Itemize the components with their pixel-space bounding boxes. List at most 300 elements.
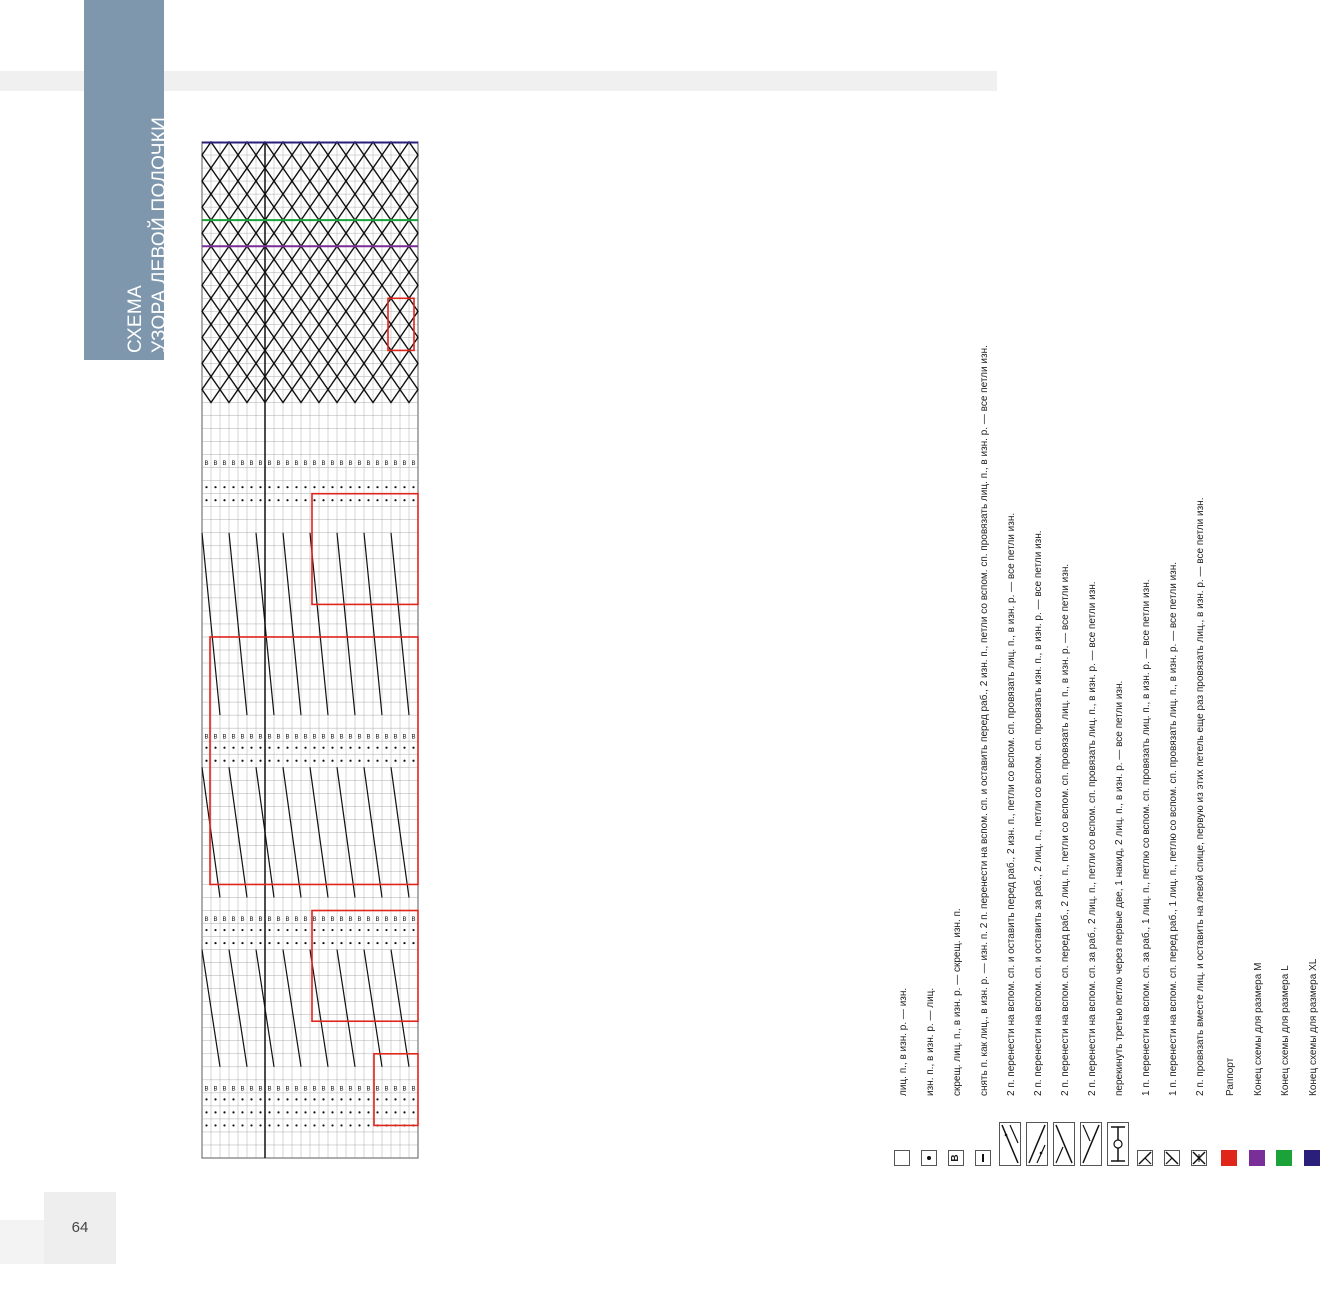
crossed-stitch-mark: В [294, 916, 299, 923]
crossed-stitch-mark: В [384, 734, 389, 741]
purl-dot [304, 942, 306, 944]
purl-dot [214, 1098, 216, 1100]
purl-dot [349, 486, 351, 488]
crossed-stitch-mark: В [213, 1086, 218, 1093]
purl-dot [286, 942, 288, 944]
purl-dot [313, 942, 315, 944]
purl-dot [385, 1098, 387, 1100]
purl-dot [412, 1111, 414, 1113]
legend-row-knit-together [1185, 498, 1215, 1170]
crossed-stitch-mark: В [285, 916, 290, 923]
purl-dot [295, 1111, 297, 1113]
purl-dot [358, 499, 360, 501]
purl-dot [241, 499, 243, 501]
purl-dot [304, 929, 306, 931]
purl-dot [349, 1111, 351, 1113]
purl-dot [376, 747, 378, 749]
purl-dot [403, 1098, 405, 1100]
crossed-stitch-mark: В [303, 916, 308, 923]
purl-dot [205, 760, 207, 762]
purl-dot [376, 1111, 378, 1113]
legend-row-cross-back [1131, 580, 1161, 1171]
purl-dot [259, 1111, 261, 1113]
purl-dot [367, 747, 369, 749]
purl-dot [268, 760, 270, 762]
purl-dot [349, 747, 351, 749]
purl-dot [214, 486, 216, 488]
legend-text: 2 п. перенести на вспом. сп. за раб., 2 лиц. п., петли со вспом. сп. провязать лиц. п., в изн. р. — все петли изн. [1086, 581, 1098, 1096]
crossed-stitch-mark: В [267, 734, 272, 741]
purl-dot [304, 1098, 306, 1100]
purl-dot [223, 942, 225, 944]
crossed-stitch-mark: В [276, 1086, 281, 1093]
purl-dot [241, 760, 243, 762]
crossed-stitch-mark: В [276, 461, 281, 468]
purl-dot [277, 942, 279, 944]
purl-dot [205, 942, 207, 944]
purl-dot [205, 1098, 207, 1100]
purl-dot [268, 1111, 270, 1113]
crossed-stitch-mark: В [375, 461, 380, 468]
purl-dot [232, 747, 234, 749]
purl-dot [313, 929, 315, 931]
crossed-stitch-mark: В [402, 1086, 407, 1093]
purl-dot [241, 747, 243, 749]
purl-dot [241, 942, 243, 944]
purl-dot [385, 1111, 387, 1113]
purl-dot [331, 760, 333, 762]
purl-dot [241, 929, 243, 931]
purl-dot [358, 1111, 360, 1113]
crossed-stitch-mark: В [339, 461, 344, 468]
purl-dot [394, 486, 396, 488]
purl-dot [214, 929, 216, 931]
crossed-stitch-mark: В [294, 1086, 299, 1093]
title-line-1: СХЕМА [125, 285, 146, 353]
crossed-stitch-mark: В [258, 1086, 263, 1093]
crossed-stitch-mark: В [276, 734, 281, 741]
crossed-stitch-mark: В [330, 916, 335, 923]
cross-1-1-back-icon [1137, 1150, 1153, 1166]
crossed-stitch-mark: В [240, 1086, 245, 1093]
crossed-stitch-mark: В [231, 734, 236, 741]
purl-dot [205, 1124, 207, 1126]
legend-text: Раппорт [1224, 1057, 1236, 1096]
legend-text: снять п. как лиц., в изн. р. — изн. п. 2 п. перенести на вспом. сп. и оставить перед раб., 2 изн. п., петли со вспом. сп. провязать лиц. п., в изн. р. — все петли изн. [978, 345, 990, 1096]
purl-dot [232, 1111, 234, 1113]
crossed-stitch-mark: В [348, 916, 353, 923]
crossed-stitch-mark: В [204, 916, 209, 923]
purl-dot [322, 929, 324, 931]
purl-dot [205, 747, 207, 749]
swatch-size-l [1276, 1150, 1292, 1166]
crossed-stitch-mark: В [249, 734, 254, 741]
purl-dot [232, 1124, 234, 1126]
purl-dot [349, 942, 351, 944]
purl-dot [349, 1124, 351, 1126]
purl-dot [241, 1111, 243, 1113]
purl-dot [367, 499, 369, 501]
purl-dot [277, 1124, 279, 1126]
purl-dot [403, 942, 405, 944]
crossed-stitch-mark: В [384, 1086, 389, 1093]
crossed-stitch-mark: В [348, 1086, 353, 1093]
crossed-stitch-mark: В [321, 461, 326, 468]
cable-2-2-right-icon [1026, 1122, 1048, 1166]
crossed-stitch-mark: В [240, 734, 245, 741]
purl-dot [313, 1111, 315, 1113]
purl-dot [313, 1098, 315, 1100]
purl-dot [259, 1098, 261, 1100]
purl-dot [232, 499, 234, 501]
page-title [124, 117, 172, 353]
purl-dot [286, 747, 288, 749]
purl-dot [322, 747, 324, 749]
purl-dot [412, 486, 414, 488]
legend-row-size-xl [1298, 959, 1328, 1170]
swatch-size-m [1249, 1150, 1265, 1166]
purl-dot [250, 499, 252, 501]
crossed-stitch-mark: В [330, 1086, 335, 1093]
legend-text: 1 п. перенести на вспом. сп. за раб., 1 лиц. п., петлю со вспом. сп. провязать лиц. п., в изн. р. — все петли изн. [1140, 579, 1152, 1096]
purl-dot [268, 486, 270, 488]
purl-dot [367, 1098, 369, 1100]
purl-dot [259, 486, 261, 488]
purl-dot [259, 1124, 261, 1126]
crossed-stitch-mark: В [366, 734, 371, 741]
purl-dot [412, 760, 414, 762]
purl-dot [232, 486, 234, 488]
legend-text: перекинуть третью петлю через первые две, 1 накид, 2 лиц. п., в изн. р. — все петли изн. [1113, 680, 1125, 1096]
purl-dot [322, 1111, 324, 1113]
legend-text: скрещ. лиц. п., в изн. р. — скрещ. изн. п. [951, 908, 963, 1096]
purl-dot [250, 1098, 252, 1100]
purl-dot [313, 499, 315, 501]
purl-dot [259, 929, 261, 931]
purl-dot [250, 942, 252, 944]
purl-dot [223, 929, 225, 931]
purl-dot [412, 942, 414, 944]
purl-dot [367, 1111, 369, 1113]
crossed-stitch-mark: В [312, 916, 317, 923]
purl-dot [340, 1098, 342, 1100]
purl-dot [385, 747, 387, 749]
purl-dot [268, 499, 270, 501]
purl-dot [277, 747, 279, 749]
legend-row-pass-over [1104, 681, 1134, 1170]
b-box-icon: В [948, 1150, 964, 1166]
crossed-stitch-mark: В [330, 734, 335, 741]
purl-dot [223, 1098, 225, 1100]
legend-text: Конец схемы для размера XL [1307, 958, 1319, 1096]
purl-dot [322, 942, 324, 944]
purl-dot [394, 499, 396, 501]
knitting-chart [190, 130, 430, 1170]
purl-dot [394, 942, 396, 944]
purl-dot [286, 486, 288, 488]
crossed-stitch-mark: В [366, 461, 371, 468]
purl-dot [205, 499, 207, 501]
purl-dot [331, 1111, 333, 1113]
purl-dot [340, 486, 342, 488]
purl-dot [241, 1124, 243, 1126]
purl-dot [412, 499, 414, 501]
purl-dot [250, 760, 252, 762]
cable-2-2-left-icon [999, 1122, 1021, 1166]
purl-dot [385, 760, 387, 762]
legend-row-cross-front [1158, 562, 1188, 1170]
legend-row-slip [969, 345, 999, 1170]
purl-dot [223, 747, 225, 749]
purl-dot [331, 486, 333, 488]
purl-dot [277, 1098, 279, 1100]
legend-text: Конец схемы для размера L [1279, 965, 1291, 1096]
purl-dot [367, 929, 369, 931]
crossed-stitch-mark: В [285, 734, 290, 741]
purl-dot [394, 1098, 396, 1100]
crossed-stitch-mark: В [303, 1086, 308, 1093]
purl-dot [250, 747, 252, 749]
purl-dot [277, 499, 279, 501]
purl-dot [313, 1124, 315, 1126]
crossed-stitch-mark: В [294, 734, 299, 741]
crossed-stitch-mark: В [321, 1086, 326, 1093]
crossed-stitch-mark: В [375, 916, 380, 923]
crossed-stitch-mark: В [213, 734, 218, 741]
purl-dot [241, 486, 243, 488]
crossed-stitch-mark: В [411, 916, 416, 923]
crossed-stitch-mark: В [357, 1086, 362, 1093]
crossed-stitch-mark: В [231, 1086, 236, 1093]
legend-row-rapport [1215, 1058, 1245, 1170]
purl-dot [277, 760, 279, 762]
crossed-stitch-mark: В [393, 461, 398, 468]
title-line-2: УЗОРА ЛЕВОЙ ПОЛОЧКИ [149, 116, 170, 353]
purl-dot [358, 1124, 360, 1126]
purl-dot [313, 747, 315, 749]
purl-dot [214, 760, 216, 762]
crossed-stitch-mark: В [411, 461, 416, 468]
purl-dot [295, 929, 297, 931]
purl-dot [349, 760, 351, 762]
purl-dot [286, 929, 288, 931]
purl-dot [385, 499, 387, 501]
purl-dot [295, 747, 297, 749]
swatch-size-xl [1304, 1150, 1320, 1166]
page-number-tab [0, 1220, 44, 1264]
legend-row-cable-3 [1050, 564, 1080, 1170]
purl-dot [313, 486, 315, 488]
purl-dot [232, 929, 234, 931]
crossed-stitch-mark: В [204, 461, 209, 468]
purl-dot [331, 747, 333, 749]
purl-dot [214, 747, 216, 749]
legend-row-size-l [1270, 965, 1300, 1170]
crossed-stitch-mark: В [402, 916, 407, 923]
crossed-stitch-mark: В [411, 1086, 416, 1093]
purl-dot [322, 499, 324, 501]
crossed-stitch-mark: В [213, 461, 218, 468]
purl-dot [331, 1124, 333, 1126]
purl-dot [214, 1124, 216, 1126]
purl-dot [340, 1124, 342, 1126]
purl-dot [367, 1124, 369, 1126]
purl-dot [286, 1111, 288, 1113]
purl-dot [403, 486, 405, 488]
page-number-box [44, 1192, 116, 1264]
purl-dot [304, 486, 306, 488]
purl-dot [358, 486, 360, 488]
purl-dot [268, 942, 270, 944]
purl-dot [223, 1124, 225, 1126]
legend-text: 2 п. перенести на вспом. сп. и оставить перед раб., 2 изн. п., петли со вспом. сп. провязать лиц. п., в изн. р. — все петли изн. [1005, 512, 1017, 1096]
purl-dot [322, 486, 324, 488]
crossed-stitch-mark: В [204, 734, 209, 741]
purl-dot [268, 747, 270, 749]
crossed-stitch-mark: В [357, 461, 362, 468]
crossed-stitch-mark: В [339, 916, 344, 923]
purl-dot [340, 929, 342, 931]
crossed-stitch-mark: В [402, 461, 407, 468]
crossed-stitch-mark: В [249, 1086, 254, 1093]
cable-2-2-back-icon [1080, 1122, 1102, 1166]
purl-dot [376, 499, 378, 501]
purl-dot [376, 942, 378, 944]
legend-text: Конец схемы для размера M [1252, 962, 1264, 1096]
purl-dot [268, 1124, 270, 1126]
purl-dot [349, 929, 351, 931]
purl-dot [322, 760, 324, 762]
crossed-stitch-mark: В [393, 734, 398, 741]
purl-dot [412, 1098, 414, 1100]
cable-2-2-front-icon [1053, 1122, 1075, 1166]
crossed-stitch-mark: В [258, 461, 263, 468]
purl-dot [232, 760, 234, 762]
crossed-stitch-mark: В [393, 916, 398, 923]
legend-text: 2 п. перенести на вспом. сп. и оставить за раб., 2 лиц. п., петли со вспом. сп. провязать изн. п., в изн. р. — все петли изн. [1032, 530, 1044, 1096]
crossed-stitch-mark: В [312, 461, 317, 468]
legend-row-cable-4 [1077, 581, 1107, 1170]
crossed-stitch-mark: В [393, 1086, 398, 1093]
empty-box-icon [894, 1150, 910, 1166]
pass-over-icon [1107, 1122, 1129, 1166]
swatch-rapport [1221, 1150, 1237, 1166]
crossed-stitch-mark: В [303, 734, 308, 741]
purl-dot [394, 1111, 396, 1113]
legend-row-cable-2 [1023, 530, 1053, 1170]
crossed-stitch-mark: В [240, 461, 245, 468]
page-number: 64 [71, 1219, 89, 1236]
purl-dot [376, 760, 378, 762]
purl-dot [403, 747, 405, 749]
crossed-stitch-mark: В [312, 1086, 317, 1093]
purl-dot [331, 942, 333, 944]
knit-together-icon [1191, 1150, 1207, 1166]
purl-dot [358, 760, 360, 762]
purl-dot [223, 1111, 225, 1113]
purl-dot [304, 1124, 306, 1126]
purl-dot [340, 942, 342, 944]
purl-dot [259, 942, 261, 944]
crossed-stitch-mark: В [204, 1086, 209, 1093]
purl-dot [376, 486, 378, 488]
legend-text: лиц. п., в изн. р. — изн. [897, 987, 909, 1096]
purl-dot [286, 1098, 288, 1100]
purl-dot [205, 1111, 207, 1113]
crossed-stitch-mark: В [231, 461, 236, 468]
purl-dot [367, 760, 369, 762]
legend-text: изн. п., в изн. р. — лиц. [924, 987, 936, 1096]
crossed-stitch-mark: В [258, 916, 263, 923]
crossed-stitch-mark: В [249, 916, 254, 923]
purl-dot [403, 929, 405, 931]
purl-dot [394, 760, 396, 762]
crossed-stitch-mark: В [222, 461, 227, 468]
legend-text: 2 п. провязать вместе лиц. и оставить на левой спице, первую из этих петель еще раз провязать лиц., в изн. р. — все петли изн. [1194, 497, 1206, 1096]
purl-dot [394, 747, 396, 749]
purl-dot [232, 942, 234, 944]
purl-dot [340, 760, 342, 762]
purl-dot [376, 929, 378, 931]
purl-dot [250, 929, 252, 931]
purl-dot [394, 929, 396, 931]
purl-dot [403, 760, 405, 762]
legend [440, 0, 1319, 1295]
purl-dot [385, 942, 387, 944]
purl-dot [403, 499, 405, 501]
slip-stitch-icon [975, 1150, 991, 1166]
purl-dot [358, 747, 360, 749]
purl-dot [304, 747, 306, 749]
purl-dot [214, 499, 216, 501]
crossed-stitch-mark: В [222, 734, 227, 741]
purl-dot [241, 1098, 243, 1100]
crossed-stitch-mark: В [330, 461, 335, 468]
purl-dot [385, 929, 387, 931]
legend-row-size-m [1243, 963, 1273, 1170]
purl-dot [286, 1124, 288, 1126]
purl-dot [232, 1098, 234, 1100]
purl-dot [331, 929, 333, 931]
purl-dot [304, 1111, 306, 1113]
crossed-stitch-mark: В [258, 734, 263, 741]
purl-dot [412, 929, 414, 931]
crossed-stitch-mark: В [366, 916, 371, 923]
crossed-stitch-mark: В [321, 916, 326, 923]
purl-dot [250, 486, 252, 488]
purl-dot [214, 1111, 216, 1113]
purl-dot [304, 760, 306, 762]
crossed-stitch-mark: В [339, 734, 344, 741]
purl-dot [331, 1098, 333, 1100]
legend-row-crossed [942, 908, 972, 1170]
crossed-stitch-mark: В [267, 1086, 272, 1093]
crossed-stitch-mark: В [285, 461, 290, 468]
purl-dot [295, 486, 297, 488]
purl-dot [295, 1124, 297, 1126]
purl-dot [358, 942, 360, 944]
crossed-stitch-mark: В [348, 461, 353, 468]
purl-dot [259, 747, 261, 749]
purl-dot [205, 929, 207, 931]
purl-dot [277, 929, 279, 931]
purl-dot [295, 942, 297, 944]
purl-dot [268, 1098, 270, 1100]
purl-dot [223, 760, 225, 762]
purl-dot [250, 1124, 252, 1126]
crossed-stitch-mark: В [411, 734, 416, 741]
purl-dot [340, 499, 342, 501]
